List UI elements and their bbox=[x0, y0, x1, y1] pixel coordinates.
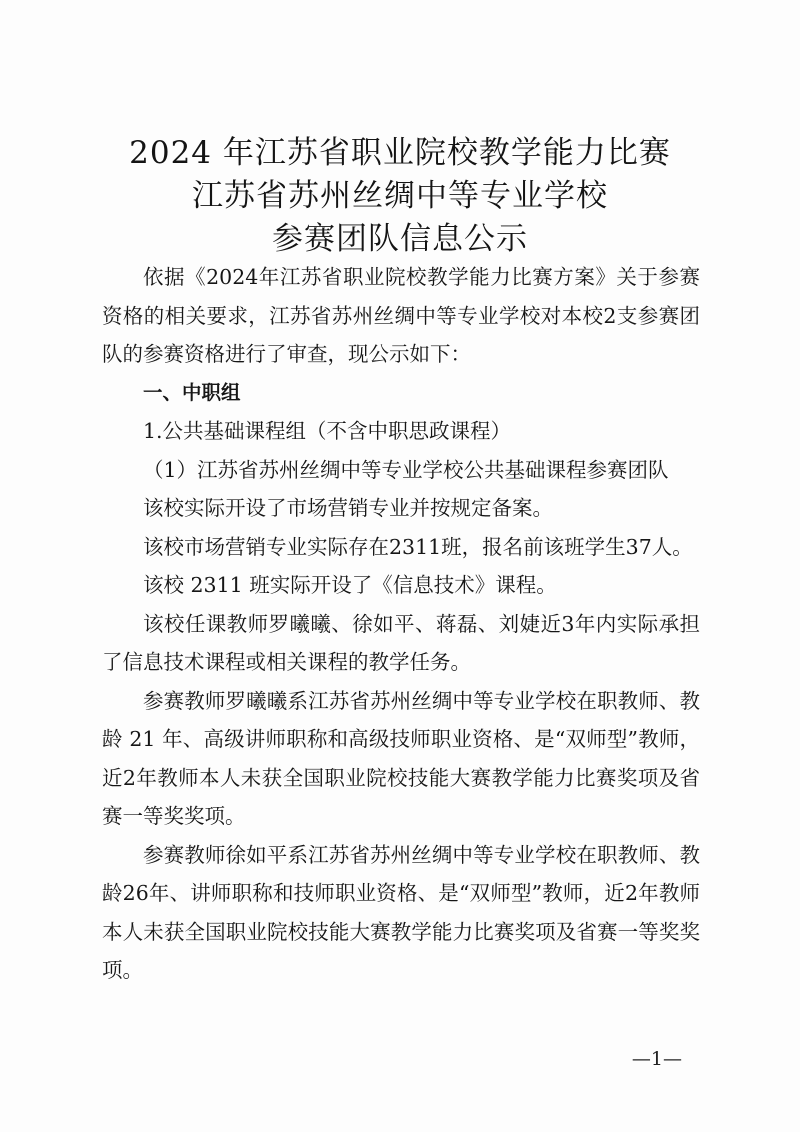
title-line-2: 江苏省苏州丝绸中等专业学校 bbox=[192, 178, 608, 214]
paragraph: 该校实际开设了市场营销专业并按规定备案。 bbox=[143, 496, 553, 520]
paragraph: 该校任课教师罗曦曦、徐如平、蒋磊、刘婕近3年内实际承担了信息技术课程或相关课程的教学任务。 bbox=[102, 611, 700, 674]
page-number: —1— bbox=[631, 1048, 682, 1070]
section-heading: 一、中职组 bbox=[143, 380, 241, 404]
paragraph: 该校市场营销专业实际存在2311班，报名前该班学生37人。 bbox=[143, 534, 693, 559]
team-heading: （1）江苏省苏州丝绸中等专业学校公共基础课程参赛团队 bbox=[143, 457, 669, 482]
document-title bbox=[0, 132, 800, 261]
paragraph: 参赛教师罗曦曦系江苏省苏州丝绸中等专业学校在职教师、教龄 21 年、高级讲师职称和高级技师职业资格、是“双师型”教师，近2年教师本人未获全国职业院校技能大赛教学能力比赛奖项及省赛一等奖奖项。 bbox=[102, 688, 700, 828]
subsection-heading: 1.公共基础课程组（不含中职思政课程） bbox=[143, 419, 512, 443]
paragraph: 该校 2311 班实际开设了《信息技术》课程。 bbox=[143, 573, 557, 597]
intro-paragraph: 依据《2024年江苏省职业院校教学能力比赛方案》关于参赛资格的相关要求，江苏省苏州丝绸中等专业学校对本校2支参赛团队的参赛资格进行了审查，现公示如下： bbox=[102, 265, 700, 366]
title-line-1: 2024 年江苏省职业院校教学能力比赛 bbox=[129, 135, 671, 171]
title-line-3: 参赛团队信息公示 bbox=[272, 221, 528, 257]
document-body bbox=[102, 258, 700, 990]
paragraph: 参赛教师徐如平系江苏省苏州丝绸中等专业学校在职教师、教龄26年、讲师职称和技师职业资格、是“双师型”教师，近2年教师本人未获全国职业院校技能大赛教学能力比赛奖项及省赛一等奖奖项。 bbox=[102, 842, 700, 982]
